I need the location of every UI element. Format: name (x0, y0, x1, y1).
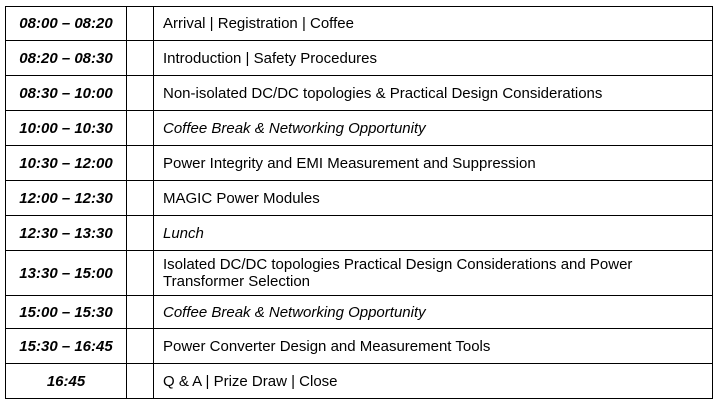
table-row (6, 76, 713, 111)
session-time: 15:30 – 16:45 (6, 329, 127, 364)
session-description: Coffee Break & Networking Opportunity (154, 111, 713, 146)
spacer-cell (127, 364, 154, 399)
spacer-cell (127, 41, 154, 76)
session-time: 15:00 – 15:30 (6, 296, 127, 329)
session-description: Lunch (154, 216, 713, 251)
table-row (6, 41, 713, 76)
session-description: Arrival | Registration | Coffee (154, 7, 713, 41)
session-time: 12:00 – 12:30 (6, 181, 127, 216)
session-time: 08:20 – 08:30 (6, 41, 127, 76)
table-row (6, 181, 713, 216)
agenda-table (5, 6, 713, 399)
table-row (6, 146, 713, 181)
spacer-cell (127, 296, 154, 329)
session-description: Isolated DC/DC topologies Practical Design Considerations and Power Transformer Selection (154, 251, 713, 296)
table-row (6, 216, 713, 251)
spacer-cell (127, 7, 154, 41)
table-row (6, 7, 713, 41)
spacer-cell (127, 111, 154, 146)
session-description: Introduction | Safety Procedures (154, 41, 713, 76)
table-row (6, 296, 713, 329)
session-time: 10:30 – 12:00 (6, 146, 127, 181)
table-row (6, 251, 713, 296)
spacer-cell (127, 251, 154, 296)
table-row (6, 364, 713, 399)
session-description: Coffee Break & Networking Opportunity (154, 296, 713, 329)
session-description: Non-isolated DC/DC topologies & Practical Design Considerations (154, 76, 713, 111)
session-time: 10:00 – 10:30 (6, 111, 127, 146)
session-time: 08:30 – 10:00 (6, 76, 127, 111)
spacer-cell (127, 181, 154, 216)
session-time: 13:30 – 15:00 (6, 251, 127, 296)
session-description: Power Integrity and EMI Measurement and Suppression (154, 146, 713, 181)
table-row (6, 111, 713, 146)
session-time: 08:00 – 08:20 (6, 7, 127, 41)
spacer-cell (127, 146, 154, 181)
spacer-cell (127, 216, 154, 251)
table-row (6, 329, 713, 364)
spacer-cell (127, 76, 154, 111)
session-description: Power Converter Design and Measurement Tools (154, 329, 713, 364)
session-time: 16:45 (6, 364, 127, 399)
session-description: Q & A | Prize Draw | Close (154, 364, 713, 399)
session-time: 12:30 – 13:30 (6, 216, 127, 251)
spacer-cell (127, 329, 154, 364)
session-description: MAGIC Power Modules (154, 181, 713, 216)
